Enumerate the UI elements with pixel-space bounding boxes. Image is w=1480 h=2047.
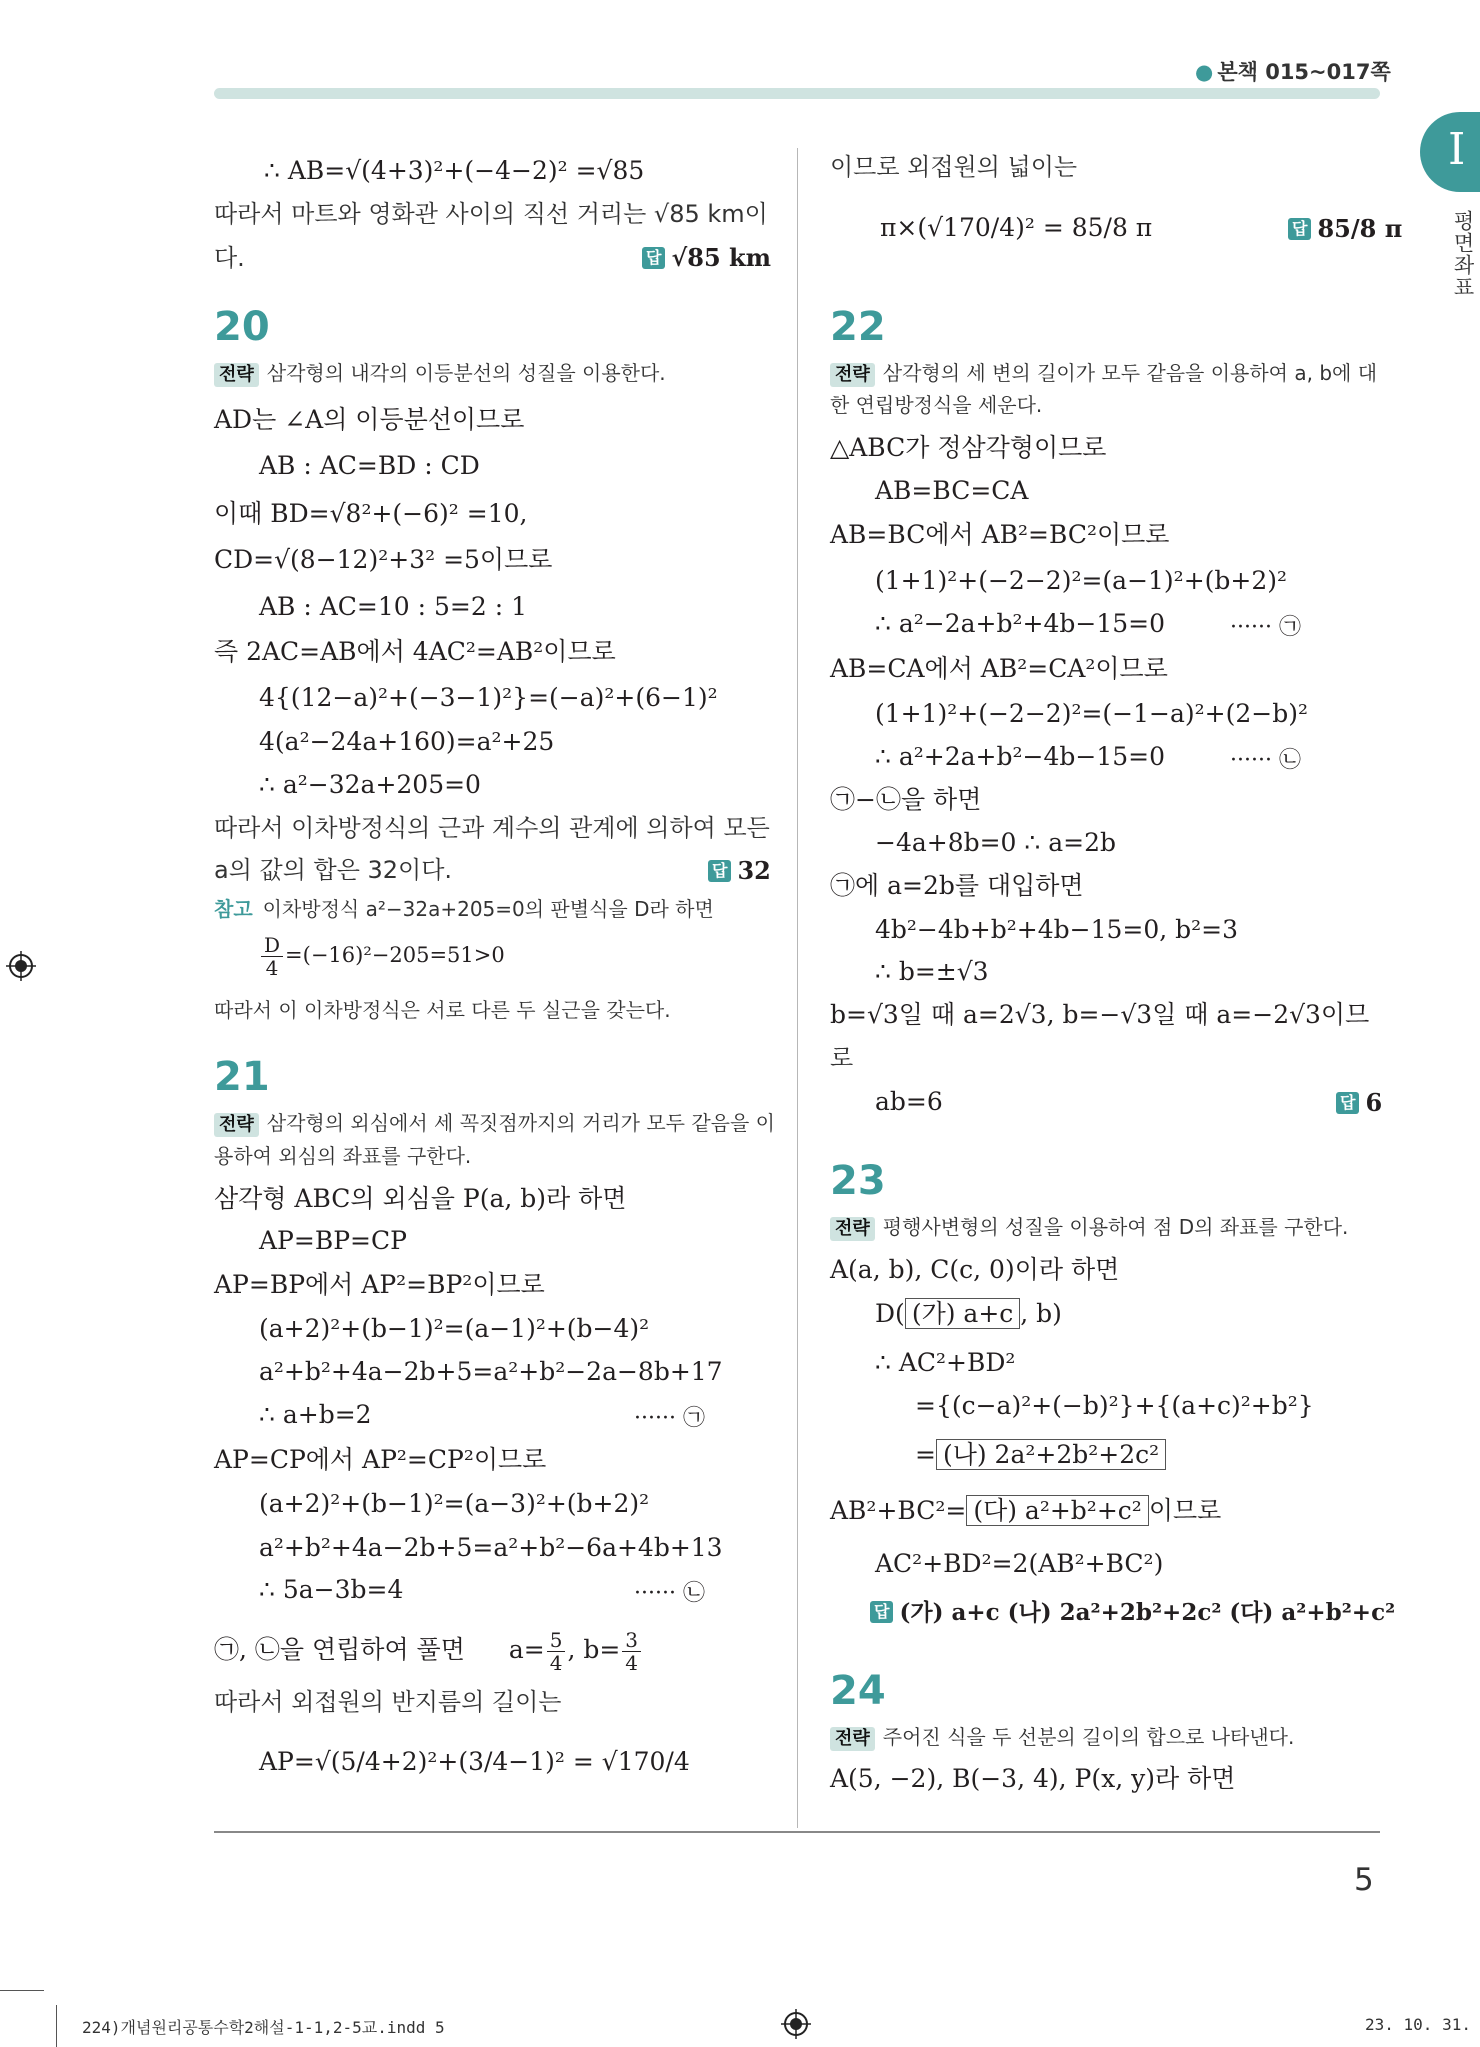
- answer: [708, 856, 771, 885]
- math-line: ∴ 5a−3b=4: [259, 1575, 404, 1604]
- strategy-text: 평행사변형의 성질을 이용하여 점 D의 좌표를 구한다.: [882, 1215, 1349, 1239]
- answer: [870, 1594, 1395, 1627]
- question-number: 22: [830, 304, 886, 350]
- math-line: 즉 2AC=AB에서 4AC²=AB²이므로: [214, 637, 616, 666]
- math-line: a²+b²+4a−2b+5=a²+b²−6a+4b+13: [259, 1533, 723, 1562]
- math-line: AD는 ∠A의 이등분선이므로: [214, 405, 525, 434]
- text-line: 따라서 외접원의 반지름의 길이는: [214, 1688, 562, 1716]
- equation-tag: ······ ㉡: [1230, 748, 1301, 773]
- strategy-line: [830, 1722, 1294, 1752]
- strategy-text: 삼각형의 세 변의 길이가 모두 같음을 이용하여 a, b에 대: [882, 361, 1378, 385]
- math-line: AC²+BD²=2(AB²+BC²): [875, 1549, 1164, 1578]
- fraction: $\frac{3}{4}$: [622, 1629, 641, 1674]
- header-page-reference: ● 본책 015~017쪽: [1195, 60, 1391, 84]
- math-line: AP=BP=CP: [259, 1226, 407, 1255]
- answer-badge: 답: [870, 1601, 893, 1623]
- equation-tag: ······ ㉡: [634, 1581, 705, 1606]
- chapter-title: 평면좌표: [1451, 210, 1475, 298]
- math-line: 이때 BD=√8²+(−6)² =10,: [214, 499, 528, 528]
- fraction: $\frac{D}{4}$: [261, 934, 283, 979]
- strategy-text: 삼각형의 내각의 이등분선의 성질을 이용한다.: [266, 361, 666, 385]
- strategy-text: 한 연립방정식을 세운다.: [830, 393, 1043, 417]
- strategy-badge: 전략: [214, 363, 259, 387]
- question-number: 21: [214, 1054, 270, 1100]
- math-line: AB=BC에서 AB²=BC²이므로: [830, 520, 1170, 549]
- text-line: 다.: [214, 244, 245, 272]
- note-label: 참고: [214, 897, 253, 921]
- math-line: ㉠에 a=2b를 대입하면: [830, 871, 1084, 900]
- answer-value: (가) a+c (나) 2a²+2b²+2c² (다) a²+b²+c²: [899, 1599, 1396, 1626]
- answer-value: 6: [1365, 1088, 1383, 1117]
- math-line: ㉠−㉡을 하면: [830, 785, 982, 814]
- answer: [642, 243, 771, 272]
- strategy-badge: 전략: [830, 1217, 875, 1241]
- text-line: 따라서 이차방정식의 근과 계수의 관계에 의하여 모든: [214, 814, 770, 842]
- note-text: 이차방정식 a²−32a+205=0의 판별식을 D라 하면: [262, 897, 714, 921]
- answer-badge: 답: [708, 860, 731, 882]
- strategy-line: [830, 358, 1377, 388]
- answer-value: √85 km: [671, 243, 772, 272]
- math-line: AB : AC=10 : 5=2 : 1: [259, 592, 527, 621]
- math-line: ∴ AC²+BD²: [875, 1348, 1016, 1377]
- math-line: = (나) 2a²+2b²+2c²: [915, 1438, 1166, 1472]
- text-line: 로: [830, 1044, 854, 1072]
- answer-value: 85/8 π: [1317, 214, 1403, 243]
- math-line: b=√3일 때 a=2√3, b=−√3일 때 a=−2√3이므: [830, 1000, 1370, 1029]
- math-line: π×(√170/4)² = 85/8 π: [880, 213, 1153, 242]
- crop-mark: [0, 1990, 44, 1991]
- math-line: −4a+8b=0 ∴ a=2b: [875, 828, 1117, 857]
- blank-box: (나) 2a²+2b²+2c²: [936, 1439, 1166, 1470]
- strategy-badge: 전략: [830, 1727, 875, 1751]
- strategy-text: 주어진 식을 두 선분의 길이의 합으로 나타낸다.: [882, 1725, 1295, 1749]
- math-line: ∴ a²−2a+b²+4b−15=0: [875, 609, 1165, 638]
- column-divider: [797, 148, 798, 1828]
- footer-date: 23. 10. 31.: [1365, 2015, 1471, 2034]
- math-line: 4b²−4b+b²+4b−15=0, b²=3: [875, 915, 1239, 944]
- blank-box: (다) a²+b²+c²: [966, 1495, 1148, 1526]
- math-line: CD=√(8−12)²+3² =5이므로: [214, 545, 553, 574]
- text-line: 따라서 마트와 영화관 사이의 직선 거리는 √85 km이: [214, 200, 768, 228]
- math-line: (a+2)²+(b−1)²=(a−3)²+(b+2)²: [259, 1489, 650, 1518]
- math-line: ∴ AB=√(4+3)²+(−4−2)² =√85: [264, 156, 645, 185]
- answer: [1336, 1088, 1382, 1117]
- header-bar: [214, 88, 1380, 99]
- answer-badge: 답: [1288, 218, 1311, 240]
- math-line: AB : AC=BD : CD: [259, 451, 480, 480]
- answer: [1288, 214, 1402, 243]
- math-line: AP=√(5/4+2)²+(3/4−1)² = √170/4: [259, 1747, 690, 1776]
- equation-tag: ······ ㉠: [1230, 615, 1301, 640]
- fraction: $\frac{5}{4}$: [547, 1629, 566, 1674]
- equation-tag: ······ ㉠: [634, 1406, 705, 1431]
- strategy-text: 용하여 외심의 좌표를 구한다.: [214, 1144, 472, 1168]
- math-line: 삼각형 ABC의 외심을 P(a, b)라 하면: [214, 1184, 627, 1213]
- note-text: 따라서 이 이차방정식은 서로 다른 두 실근을 갖는다.: [214, 998, 671, 1022]
- math-line: △ABC가 정삼각형이므로: [830, 433, 1107, 462]
- footer-file-name: 224)개념원리공통수학2해설-1-1,2-5교.indd 5: [82, 2018, 445, 2037]
- math-line: AP=CP에서 AP²=CP²이므로: [214, 1445, 547, 1474]
- math-line: A(a, b), C(c, 0)이라 하면: [830, 1255, 1120, 1284]
- registration-mark-icon: [781, 2009, 811, 2039]
- bottom-rule: [214, 1831, 1380, 1833]
- math-line: AB=CA에서 AB²=CA²이므로: [830, 654, 1168, 683]
- answer-badge: 답: [642, 247, 665, 269]
- math-line: AP=BP에서 AP²=BP²이므로: [214, 1270, 545, 1299]
- strategy-badge: 전략: [830, 363, 875, 387]
- strategy-line: [214, 358, 666, 388]
- math-line: (1+1)²+(−2−2)²=(−1−a)²+(2−b)²: [875, 699, 1308, 728]
- answer-badge: 답: [1336, 1092, 1359, 1114]
- question-number: 20: [214, 304, 270, 350]
- note-equation: $\frac{D}{4}$ =(−16)²−205=51>0: [259, 934, 505, 979]
- question-number: 23: [830, 1158, 886, 1204]
- math-line: ㉠, ㉡을 연립하여 풀면 a= $\frac{5}{4}$ , b= $\frac{3}{4}$: [214, 1629, 643, 1674]
- answer-value: 32: [737, 856, 771, 885]
- math-line: ∴ a²+2a+b²−4b−15=0: [875, 742, 1165, 771]
- strategy-line: [830, 1212, 1348, 1242]
- math-line: A(5, −2), B(−3, 4), P(x, y)라 하면: [830, 1764, 1236, 1793]
- text-line: a의 값의 합은 32이다.: [214, 856, 453, 884]
- registration-mark-icon: [6, 951, 36, 981]
- math-line: 4(a²−24a+160)=a²+25: [259, 727, 555, 756]
- math-line: (1+1)²+(−2−2)²=(a−1)²+(b+2)²: [875, 566, 1288, 595]
- crop-mark: [56, 2005, 57, 2047]
- math-line: ∴ a+b=2: [259, 1400, 372, 1429]
- note-line: [214, 894, 714, 924]
- strategy-line: [214, 1108, 775, 1138]
- math-line: AB=BC=CA: [875, 476, 1029, 505]
- math-line: 4{(12−a)²+(−3−1)²}=(−a)²+(6−1)²: [259, 683, 718, 712]
- math-line: ∴ a²−32a+205=0: [259, 770, 481, 799]
- math-line: a²+b²+4a−2b+5=a²+b²−2a−8b+17: [259, 1357, 723, 1386]
- strategy-text: 삼각형의 외심에서 세 꼭짓점까지의 거리가 모두 같음을 이: [266, 1111, 775, 1135]
- math-line: ∴ b=±√3: [875, 957, 989, 986]
- strategy-badge: 전략: [214, 1113, 259, 1137]
- page-number: 5: [1354, 1862, 1374, 1898]
- math-line: D( (가) a+c , b): [875, 1299, 1062, 1328]
- question-number: 24: [830, 1668, 886, 1714]
- math-line: ab=6: [875, 1087, 943, 1116]
- math-line: (a+2)²+(b−1)²=(a−1)²+(b−4)²: [259, 1314, 650, 1343]
- math-line: ={(c−a)²+(−b)²}+{(a+c)²+b²}: [915, 1391, 1314, 1420]
- text-line: 이므로 외접원의 넓이는: [830, 153, 1078, 181]
- math-line: AB²+BC²= (다) a²+b²+c² 이므로: [830, 1496, 1222, 1525]
- blank-box: (가) a+c: [905, 1298, 1020, 1329]
- chapter-number: I: [1448, 124, 1466, 175]
